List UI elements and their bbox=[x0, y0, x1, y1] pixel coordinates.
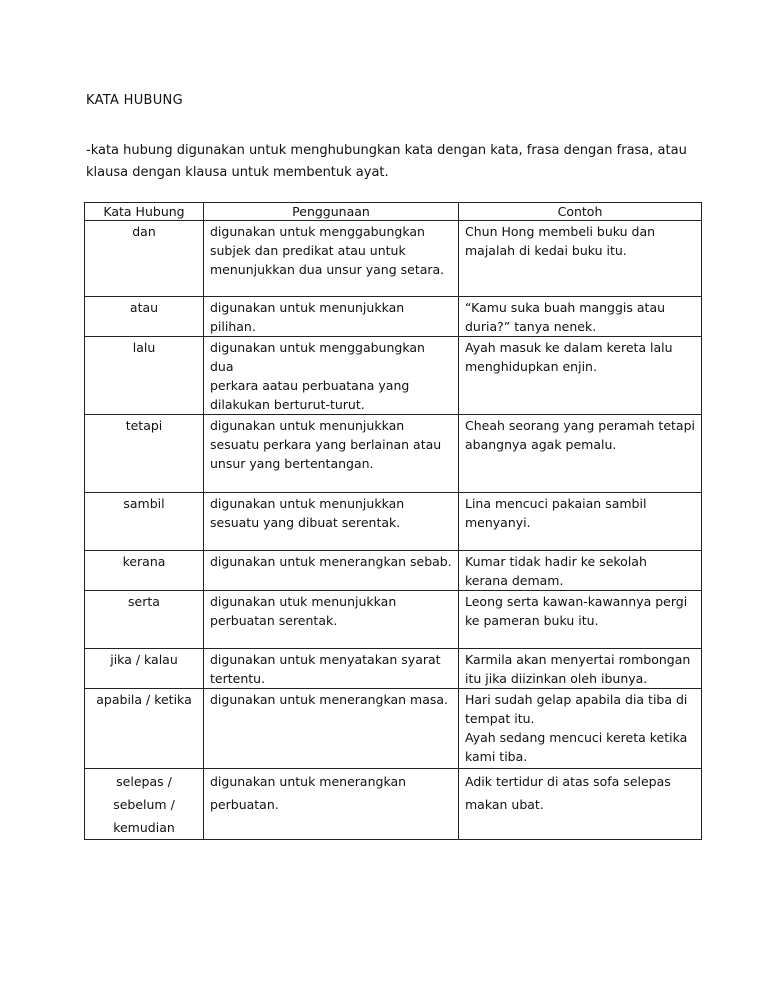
usage-line: digunakan untuk menggabungkan dua bbox=[210, 340, 425, 374]
table-row bbox=[85, 551, 702, 591]
table-row bbox=[85, 221, 702, 297]
table-row bbox=[85, 297, 702, 337]
example-line: kami tiba. bbox=[465, 749, 528, 764]
usage-line: digunakan utuk menunjukkan bbox=[210, 594, 397, 609]
example-line: duria?” tanya nenek. bbox=[465, 319, 597, 334]
usage-cell bbox=[204, 415, 459, 493]
usage-line: dilakukan berturut-turut. bbox=[210, 397, 365, 412]
usage-line: unsur yang bertentangan. bbox=[210, 456, 374, 471]
usage-cell bbox=[204, 591, 459, 649]
word-line: serta bbox=[128, 594, 160, 609]
word-line: kemudian bbox=[113, 820, 175, 835]
example-line: Lina mencuci pakaian sambil bbox=[465, 496, 647, 511]
example-line: Hari sudah gelap apabila dia tiba di bbox=[465, 692, 688, 707]
header-kata-hubung: Kata Hubung bbox=[85, 203, 204, 221]
usage-line: sesuatu perkara yang berlainan atau bbox=[210, 437, 442, 452]
table-row bbox=[85, 337, 702, 415]
example-cell bbox=[459, 337, 702, 415]
table-row bbox=[85, 415, 702, 493]
example-cell bbox=[459, 297, 702, 337]
table-row bbox=[85, 493, 702, 551]
example-line: Ayah sedang mencuci kereta ketika bbox=[465, 730, 688, 745]
word-line: atau bbox=[129, 300, 159, 315]
example-cell bbox=[459, 591, 702, 649]
word-cell bbox=[85, 649, 204, 689]
example-line: kerana demam. bbox=[465, 573, 564, 588]
usage-cell bbox=[204, 221, 459, 297]
word-line: sebelum / bbox=[113, 797, 175, 812]
usage-line: digunakan untuk menyatakan syarat bbox=[210, 652, 441, 667]
usage-line: perbuatan serentak. bbox=[210, 613, 338, 628]
table-row bbox=[85, 769, 702, 840]
usage-line: digunakan untuk menerangkan masa. bbox=[210, 692, 448, 707]
word-line: tetapi bbox=[125, 418, 163, 433]
example-line: “Kamu suka buah manggis atau bbox=[465, 300, 666, 315]
example-line: Leong serta kawan-kawannya pergi bbox=[465, 594, 688, 609]
usage-line: perbuatan. bbox=[210, 797, 279, 812]
usage-cell bbox=[204, 493, 459, 551]
usage-line: tertentu. bbox=[210, 671, 266, 686]
example-line: Karmila akan menyertai rombongan bbox=[465, 652, 691, 667]
word-cell bbox=[85, 221, 204, 297]
example-cell bbox=[459, 415, 702, 493]
example-line: Ayah masuk ke dalam kereta lalu bbox=[465, 340, 673, 355]
usage-line: digunakan untuk menerangkan bbox=[210, 774, 407, 789]
example-line: Chun Hong membeli buku dan bbox=[465, 224, 656, 239]
usage-line: digunakan untuk menunjukkan pilihan. bbox=[210, 300, 405, 334]
intro-line: klausa dengan klausa untuk membentuk ayat. bbox=[86, 165, 389, 180]
example-line: tempat itu. bbox=[465, 711, 535, 726]
usage-cell bbox=[204, 689, 459, 769]
example-cell bbox=[459, 221, 702, 297]
example-line: menyanyi. bbox=[465, 515, 531, 530]
example-line: Adik tertidur di atas sofa selepas bbox=[465, 774, 671, 789]
usage-line: digunakan untuk menunjukkan bbox=[210, 418, 405, 433]
word-line: kerana bbox=[122, 554, 166, 569]
word-cell bbox=[85, 689, 204, 769]
usage-line: sesuatu yang dibuat serentak. bbox=[210, 515, 401, 530]
example-line: abangnya agak pemalu. bbox=[465, 437, 617, 452]
intro-line: -kata hubung digunakan untuk menghubungkan kata dengan kata, frasa dengan frasa, atau bbox=[86, 143, 687, 158]
word-line: jika / kalau bbox=[110, 652, 178, 667]
usage-cell bbox=[204, 337, 459, 415]
page-title: KATA HUBUNG bbox=[86, 93, 183, 108]
table-row bbox=[85, 591, 702, 649]
header-penggunaan: Penggunaan bbox=[204, 203, 459, 221]
usage-cell bbox=[204, 297, 459, 337]
table-header-row bbox=[85, 203, 702, 221]
example-cell bbox=[459, 551, 702, 591]
word-line: dan bbox=[132, 224, 156, 239]
word-cell bbox=[85, 297, 204, 337]
usage-line: menunjukkan dua unsur yang setara. bbox=[210, 262, 445, 277]
word-cell bbox=[85, 337, 204, 415]
word-cell bbox=[85, 551, 204, 591]
word-cell bbox=[85, 769, 204, 840]
table-row bbox=[85, 689, 702, 769]
usage-cell bbox=[204, 649, 459, 689]
table-row bbox=[85, 649, 702, 689]
usage-line: perkara aatau perbuatana yang bbox=[210, 378, 410, 393]
conjunction-table bbox=[84, 202, 702, 840]
example-line: itu jika diizinkan oleh ibunya. bbox=[465, 671, 648, 686]
word-line: apabila / ketika bbox=[96, 692, 192, 707]
word-cell bbox=[85, 591, 204, 649]
usage-line: digunakan untuk menggabungkan bbox=[210, 224, 425, 239]
word-cell bbox=[85, 415, 204, 493]
usage-line: subjek dan predikat atau untuk bbox=[210, 243, 406, 258]
example-cell bbox=[459, 769, 702, 840]
word-cell bbox=[85, 493, 204, 551]
example-cell bbox=[459, 493, 702, 551]
intro-paragraph bbox=[86, 140, 686, 184]
word-line: selepas / bbox=[116, 774, 172, 789]
usage-cell bbox=[204, 769, 459, 840]
example-line: Cheah seorang yang peramah tetapi bbox=[465, 418, 695, 433]
header-contoh: Contoh bbox=[459, 203, 702, 221]
example-line: majalah di kedai buku itu. bbox=[465, 243, 627, 258]
example-line: makan ubat. bbox=[465, 797, 544, 812]
word-line: sambil bbox=[123, 496, 165, 511]
usage-line: digunakan untuk menunjukkan bbox=[210, 496, 405, 511]
example-cell bbox=[459, 649, 702, 689]
example-cell bbox=[459, 689, 702, 769]
example-line: ke pameran buku itu. bbox=[465, 613, 599, 628]
example-line: menghidupkan enjin. bbox=[465, 359, 597, 374]
example-line: Kumar tidak hadir ke sekolah bbox=[465, 554, 647, 569]
word-line: lalu bbox=[132, 340, 156, 355]
usage-cell bbox=[204, 551, 459, 591]
usage-line: digunakan untuk menerangkan sebab. bbox=[210, 554, 452, 569]
